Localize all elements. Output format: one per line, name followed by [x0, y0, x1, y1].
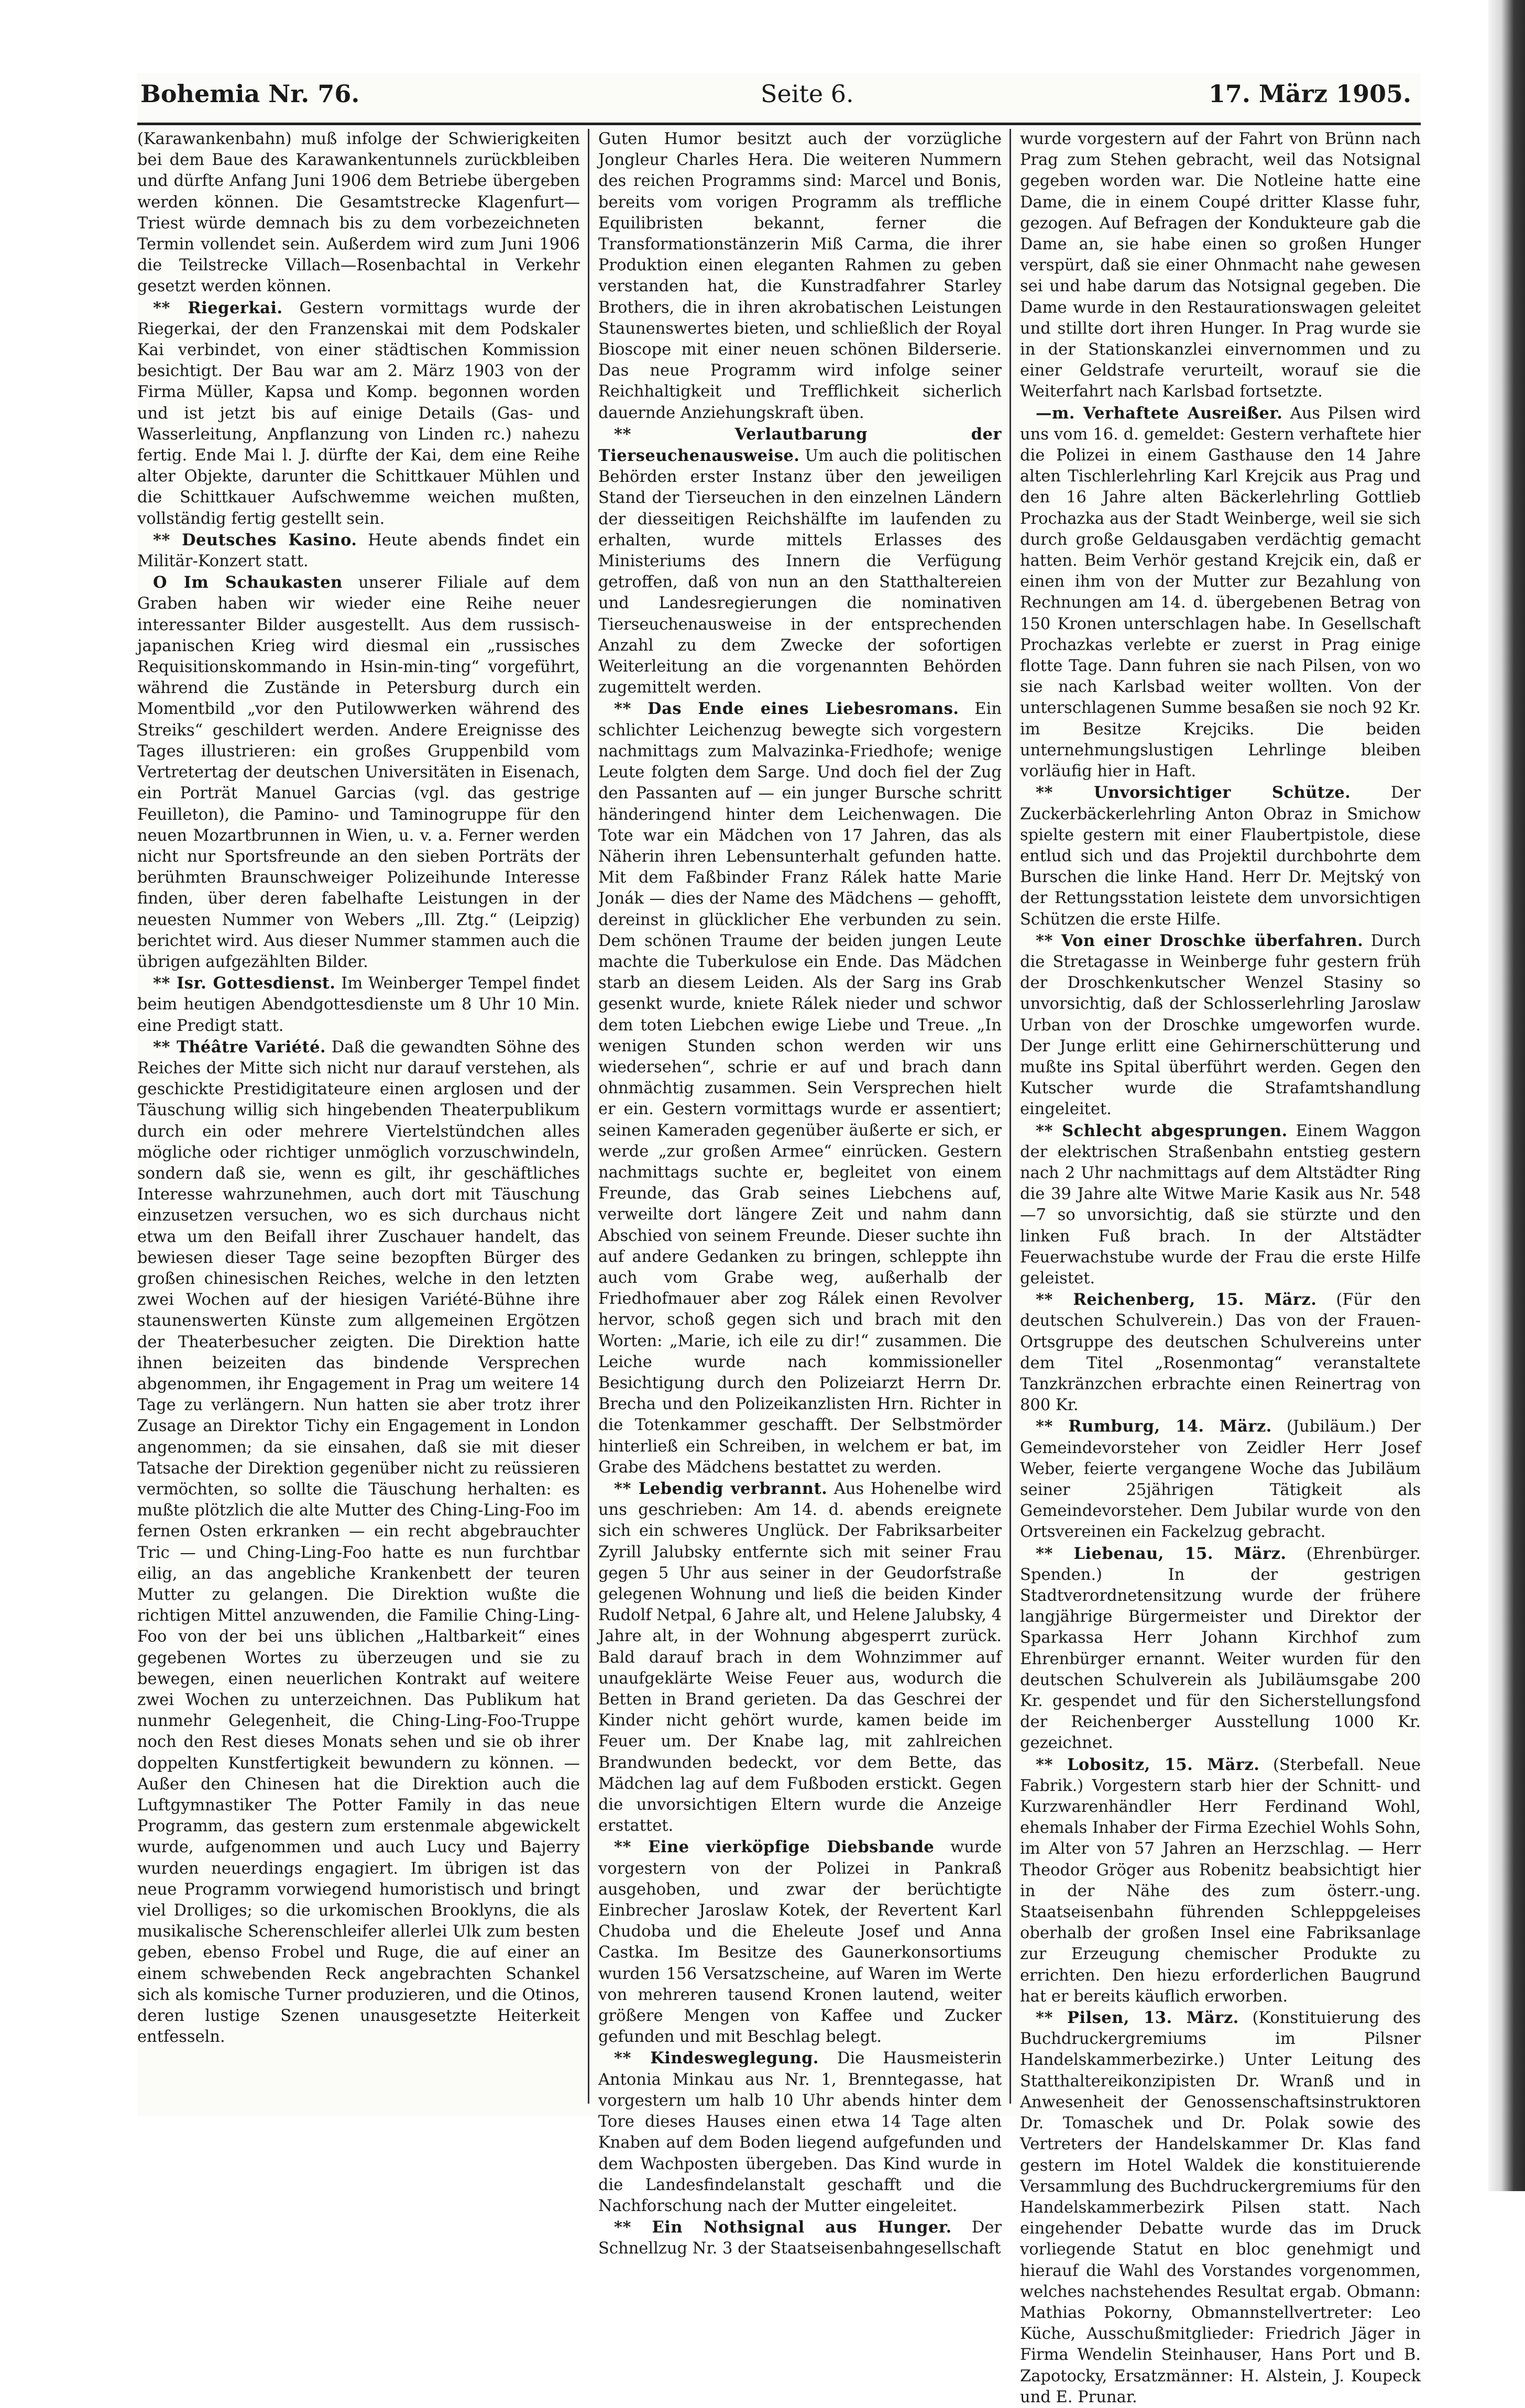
article-headline: ** Lebendig verbrannt. — [614, 1479, 828, 1498]
masthead-title: Bohemia Nr. 76. — [140, 80, 360, 108]
article-headline: ** Kindesweglegung. — [614, 2049, 819, 2068]
article-text: Aus Hohenelbe wird uns geschrieben: Am 14. d. abends ereignete sich ein schweres Unglück. Der Fabriksarbeiter Zyrill Jalubsky entfernte sich mit seiner Frau gegen 5 Uhr aus seiner in der Geudorfstraße gelegenen Wohnung und ließ die beiden Kinder Rudolf Netpal, 6 Jahre alt, und Helene Jalubsky, 4 Jahre alt, in der Wohnung abgesperrt zurück. Bald darauf brach in dem Wohnzimmer auf unaufgeklärte Weise Feuer aus, wodurch die Betten in Brand gerieten. Da das Geschrei der Kinder nicht gehört wurde, kamen beide im Feuer um. Der Knabe lag, mit zahlreichen Brandwunden bedeckt, vor dem Bette, das Mädchen lag auf dem Fußboden erstickt. Gegen die unvorsichtigen Eltern wurde die Anzeige erstattet. — [598, 1480, 1002, 1835]
article-headline: ** Schlecht abgesprungen. — [1036, 1121, 1288, 1140]
page-number: Seite 6. — [761, 80, 854, 108]
article-headline: ** Deutsches Kasino. — [153, 530, 357, 549]
article-paragraph — [137, 530, 580, 572]
article-paragraph — [598, 1837, 1002, 2048]
article-headline: ** Das Ende eines Liebesromans. — [614, 699, 959, 719]
article-paragraph — [1020, 930, 1421, 1120]
article-headline: ** Ein Nothsignal aus Hunger. — [614, 2218, 952, 2237]
article-paragraph — [1020, 403, 1421, 783]
article-paragraph — [137, 973, 580, 1037]
issue-date: 17. März 1905. — [1208, 80, 1411, 108]
article-headline: ** Isr. Gottesdienst. — [153, 974, 336, 993]
column-1 — [137, 129, 580, 2104]
article-paragraph — [1020, 782, 1421, 930]
column-divider — [588, 129, 589, 2104]
article-text: (Konstituierung des Buchdruckergremiums im Pilsner Handelskammerbezirke.) Unter Leitung des Statthaltereikonzipisten Dr. Wranß und in Anwesenheit der Genossenschaftsinstruktoren Dr. Tomaschek und Dr. Polak sowie des Vertreters der Handelskammer Dr. Klas fand gestern im Hotel Waldek die konstituierende Versammlung des Buchdruckergremiums für den Handelskammerbezirk Pilsen statt. Nach eingehender Debatte wurde das im Druck vorliegende Statut en bloc genehmigt und hierauf die Wahl des Vorstandes vorgenommen, welches nachstehendes Resultat ergab. Obmann: Mathias Pokorny, Obmannstellvertreter: Leo Küche, Ausschußmitglieder: Friedrich Jäger in Firma Wendelin Steinhauser, Hans Port und B. Zapotocky, Ersatzmänner: H. Alstein, J. Koupeck und E. Prunar. — [1020, 2009, 1421, 2406]
article-paragraph — [137, 572, 580, 973]
newspaper-page — [137, 73, 1421, 2406]
article-text: wurde vorgestern von der Polizei in Pankraß ausgehoben, und zwar der berüchtigte Einbrecher Jaroslaw Kotek, der Revertent Karl Chudoba und die Eheleute Josef und Anna Castka. Im Besitze des Gaunerkonsortiums wurden 156 Versatzscheine, auf Waren im Werte von mehreren tausend Kronen lautend, weiter größere Mengen von Kaffee und Zucker gefunden und mit Beschlag belegt. — [598, 1838, 1002, 2047]
article-text: Einem Waggon der elektrischen Straßenbahn entstieg gestern nach 2 Uhr nachmittags auf dem Altstädter Ring die 39 Jahre alte Witwe Marie Kasik aus Nr. 548—7 so unvorsichtig, daß sie stürzte und den linken Fuß brach. In der Altstädter Feuerwachstube wurde der Frau die erste Hilfe geleistet. — [1020, 1121, 1421, 1288]
article-text: (Karawankenbahn) muß infolge der Schwierigkeiten bei dem Baue des Karawankentunnels zurückbleiben und dürfte Anfang Juni 1906 dem Betriebe übergeben werden können. Die Gesamtstrecke Klagenfurt—Triest würde demnach bis zu dem vorbezeichneten Termin vollendet sein. Außerdem wird zum Juni 1906 die Teilstrecke Villach—Rosenbachtal in Verkehr gesetzt werden können. — [137, 130, 580, 296]
header-rule — [137, 123, 1421, 125]
article-text: Der Schnellzug Nr. 3 der Staatseisenbahngesellschaft — [598, 2218, 1002, 2258]
scan-edge — [1488, 0, 1525, 2191]
article-text: wurde vorgestern auf der Fahrt von Brünn nach Prag zum Stehen gebracht, weil das Notsignal gegeben worden war. Die Notleine hatte eine Dame, die in einem Coupé dritter Klasse fuhr, gezogen. Auf Befragen der Kondukteure gab die Dame an, sie habe einen so großen Hunger verspürt, daß sie einer Ohnmacht nahe gewesen sei und habe darum das Notsignal gegeben. Die Dame wurde in den Restaurationswagen geleitet und stillte dort ihren Hunger. In Prag wurde sie in der Stationskanzlei einvernommen und zu einer Geldstrafe verurteilt, worauf sie die Weiterfahrt nach Karlsbad fortsetzte. — [1020, 130, 1421, 401]
article-text: (Sterbefall. Neue Fabrik.) Vorgestern starb hier der Schnitt- und Kurzwarenhändler Herr Ferdinand Wohl, ehemals Inhaber der Firma Ezechiel Wohls Sohn, im Alter von 57 Jahren an Herzschlag. — Herr Theodor Gröger aus Robenitz beabsichtigt hier in der Nähe des zum österr.-ung. Staatseisenbahn führenden Schleppgeleises oberhalb der großen Insel eine Fabriksanlage zur Erzeugung chemischer Produkte zu errichten. Den hiezu erforderlichen Baugrund hat er bereits käuflich erworben. — [1020, 1755, 1421, 2006]
article-text: unserer Filiale auf dem Graben haben wir wieder eine Reihe neuer interessanter Bilder ausgestellt. Aus dem russisch-japanischen Krieg wird diesmal ein „russisches Requisitionskommando in Hsin-min-ting“ vorgeführt, während die Zustände in Petersburg durch ein Momentbild „vor den Putilowwerken während des Streiks“ geschildert werden. Andere Ereignisse des Tages illustrieren: ein großes Gruppenbild vom Vertretertag der deutschen Universitäten in Eisenach, ein Porträt Manuel Garcias (vgl. das gestrige Feuilleton), die Pamino- und Taminogruppe für den neuen Mozartbrunnen in Wien, u. v. a. Ferner werden nicht nur Sportsfreunde an den sieben Porträts der berühmten Braunschweiger Polizeihunde Interesse finden, über deren fabelhafte Leistungen in der neuesten Nummer von Webers „Ill. Ztg.“ (Leipzig) berichtet wird. Aus dieser Nummer stammen auch die übrigen aufgezählten Bilder. — [137, 574, 580, 971]
article-paragraph — [1020, 129, 1421, 403]
article-text: Die Hausmeisterin Antonia Minkau aus Nr. 1, Brenntegasse, hat vorgestern um halb 10 Uhr abends hinter dem Tore dieses Hauses einen etwa 14 Tage alten Knaben auf dem Boden liegend aufgefunden und dem Wachposten übergeben. Das Kind wurde in die Landesfindelanstalt geschafft und die Nachforschung nach der Mutter eingeleitet. — [598, 2049, 1002, 2215]
column-divider — [1010, 129, 1011, 2104]
article-headline: ** Riegerkai. — [153, 298, 283, 317]
article-paragraph — [137, 129, 580, 298]
article-paragraph — [1020, 1416, 1421, 1543]
article-paragraph — [137, 1037, 580, 2048]
article-headline: ** Reichenberg, 15. März. — [1036, 1290, 1317, 1310]
article-headline: ** Unvorsichtiger Schütze. — [1036, 783, 1351, 802]
article-text: (Für den deutschen Schulverein.) Das von der Frauen-Ortsgruppe des deutschen Schulvereins unter dem Titel „Rosenmontag“ veranstaltete Tanzkränzchen erbrachte einen Reinertrag von 800 Kr. — [1020, 1291, 1421, 1415]
article-paragraph — [598, 129, 1002, 424]
article-text: Ein schlichter Leichenzug bewegte sich vorgestern nachmittags zum Malvazinka-Friedhofe; wenige Leute folgten dem Sarge. Und doch fiel der Zug den Passanten auf — ein junger Bursche schritt händeringend hinter dem Leichenwagen. Die Tote war ein Mädchen von 17 Jahren, das als Näherin ihren Lebensunterhalt gefunden hatte. Mit dem Faßbinder Franz Rálek hatte Marie Jonák — dies der Name des Mädchens — gehofft, dereinst in glücklicher Ehe verbunden zu sein. Dem schönen Traume der beiden jungen Leute machte die Tuberkulose ein Ende. Das Mädchen starb an diesem Leiden. Als der Sarg ins Grab gesenkt wurde, kniete Rálek nieder und schwor dem toten Liebchen ewige Liebe und Treue. „In wenigen Stunden schon werden wir uns wiedersehen“, schrie er auf und brach dann ohnmächtig zusammen. Sein Versprechen hielt er ein. Gestern vormittags wurde er assentiert; seinen Kameraden gegenüber äußerte er sich, er werde „zur großen Armee“ einrücken. Gestern nachmittags suchte er, begleitet von einem Freunde, das Grab seines Liebchens auf, verweilte dort längere Zeit und nahm dann Abschied von seinem Freunde. Dieser suchte ihn auf andere Gedanken zu bringen, schleppte ihn auch vom Grabe weg, außerhalb der Friedhofmauer aber zog Rálek einen Revolver hervor, schoß gegen sich und brach mit den Worten: „Marie, ich eile zu dir!“ zusammen. Die Leiche wurde nach kommissioneller Besichtigung durch den Polizeiarzt Herrn Dr. Brecha und den Polizeikanzlisten Hrn. Richter in die Totenkammer geschafft. Der Selbstmörder hinterließ ein Schreiben, in welchem er bat, im Grabe des Mädchens bestattet zu werden. — [598, 700, 1002, 1477]
article-text: Heute abends findet ein Militär-Konzert statt. — [137, 531, 580, 571]
article-headline: ** Théâtre Variété. — [153, 1037, 326, 1057]
article-paragraph — [598, 698, 1002, 1478]
article-paragraph — [1020, 1543, 1421, 1754]
article-paragraph — [1020, 2007, 1421, 2408]
article-text: Im Weinberger Tempel findet beim heutigen Abendgottesdienste um 8 Uhr 10 Min. eine Predigt statt. — [137, 974, 580, 1035]
article-headline: ** Liebenau, 15. März. — [1036, 1544, 1287, 1563]
article-text: Der Zuckerbäckerlehrling Anton Obraz in Smichow spielte gestern mit einer Flaubertpistole, diese entlud sich und das Projektil durchbohrte dem Burschen die linke Hand. Herr Dr. Mejtský von der Rettungsstation leistete dem unvorsichtigen Schützen die erste Hilfe. — [1020, 784, 1421, 929]
article-text: Durch die Stretagasse in Weinberge fuhr gestern früh der Droschkenkutscher Wenzel Stasiny so unvorsichtig, daß der Schlosserlehrling Jaroslaw Urban von der Droschke umgeworfen wurde. Der Junge erlitt eine Gehirnerschütterung und mußte ins Spital überführt werden. Gegen den Kutscher wurde die Strafamtshandlung eingeleitet. — [1020, 931, 1421, 1119]
article-text: (Jubiläum.) Der Gemeindevorsteher von Zeidler Herr Josef Weber, feierte vergangene Woche das Jubiläum seiner 25jährigen Tätigkeit als Gemeindevorsteher. Dem Jubilar wurde von den Ortsvereinen ein Fackelzug gebracht. — [1020, 1417, 1421, 1542]
article-headline: ** Pilsen, 13. März. — [1036, 2008, 1239, 2028]
article-paragraph — [137, 298, 580, 530]
article-text: Daß die gewandten Söhne des Reiches der Mitte sich nicht nur darauf verstehen, als geschickte Prestidigitateure einen arglosen und der Täuschung willig sich hingebenden Theaterpublikum durch ein oder mehrere Viertelstündchen alles mögliche oder richtiger unmöglich vorzuschwindeln, sondern daß sie, wenn es gilt, ihr geschäftliches Interesse wahrzunehmen, auch dort mit Täuschung einzusetzen versuchen, wo es sich durchaus nicht etwa um den Beifall ihrer Zuschauer handelt, das bewiesen dieser Tage seine bezopften Bürger des großen chinesischen Reiches, welche in den letzten zwei Wochen auf der hiesigen Variété-Bühne ihre staunenswerten Künste zum allgemeinen Ergötzen der Theaterbesucher zeigten. Die Direktion hatte ihnen beizeiten das bindende Versprechen abgenommen, ihr Engagement in Prag um weitere 14 Tage zu verlängern. Nun hatten sie aber trotz ihrer Zusage an Direktor Tichy ein Engagement in London angenommen; da sie einsahen, daß sie mit dieser Tatsache der Direktion gegenüber nicht zu reüssieren vermöchten, so sollte die Täuschung herhalten: es mußte plötzlich die alte Mutter des Ching-Ling-Foo im fernen Osten erkranken — ein recht abgebrauchter Tric — und Ching-Ling-Foo hatte es nun furchtbar eilig, an das angebliche Krankenbett der teuren Mutter zu gelangen. Die Direktion wußte die richtigen Mittel anzuwenden, die Familie Ching-Ling-Foo von der bei uns üblichen „Haltbarkeit“ eines gegebenen Wortes zu überzeugen und sie zu bewegen, einen neuerlichen Kontrakt auf weitere zwei Wochen zu unterzeichnen. Das Publikum hat nunmehr Gelegenheit, die Ching-Ling-Foo-Truppe noch den Rest dieses Monats sehen und sie ob ihrer doppelten Kunstfertigkeit bewundern zu können. — Außer den Chinesen hat die Direktion auch die Luftgymnastiker The Potter Family in das neue Programm, das gestern zum erstenmale abgewickelt wurde, aufgenommen und auch Lucy und Bajerry wurden neuerdings engagiert. Im übrigen ist das neue Programm vorwiegend humoristisch und bringt viel Drolliges; so die urkomischen Brooklyns, die als musikalische Scherenschleifer allerlei Ulk zum besten geben, ebenso Frobel und Ruge, die auf einer an einem schwebenden Reck angebrachten Schankel sich als komische Turner produzieren, und die Otinos, deren lustige Szenen unausgesetzte Heiterkeit entfesseln. — [137, 1038, 580, 2047]
article-paragraph — [598, 1478, 1002, 1837]
article-headline: ** Lobositz, 15. März. — [1036, 1755, 1260, 1774]
article-headline: ** Eine vierköpfige Diebsbande — [614, 1838, 935, 1857]
column-2 — [598, 129, 1002, 2258]
article-paragraph — [598, 424, 1002, 699]
article-headline: —m. Verhaftete Ausreißer. — [1036, 403, 1283, 423]
article-headline: ** Verlautbarung der Tierseuchenausweise. — [598, 424, 1002, 466]
article-headline: ** Rumburg, 14. März. — [1036, 1417, 1272, 1436]
article-text: (Ehrenbürger. Spenden.) In der gestrigen Stadtverordnetensitzung wurde der frühere langjährige Bürgermeister und Direktor der Sparkassa Herr Johann Kirchhof zum Ehrenbürger ernannt. Weiter wurden für den deutschen Schulverein als Jubiläumsgabe 200 Kr. gespendet und für den Sicherstellungsfond der Reichenberger Ausstellung 1000 Kr. gezeichnet. — [1020, 1544, 1421, 1753]
article-paragraph — [1020, 1289, 1421, 1416]
article-text: Aus Pilsen wird uns vom 16. d. gemeldet: Gestern verhaftete hier die Polizei in einem Gasthause den 14 Jahre alten Tischlerlehrling Karl Krejcik aus Prag und den 16 Jahre alten Bäckerlehrling Gottlieb Prochazka aus der Stadt Weinberge, weil sie sich durch große Geldausgaben verdächtig gemacht hatten. Beim Verhör gestand Krejcik ein, daß er einen ihm von der Mutter zur Bezahlung von Rechnungen am 14. d. übergebenen Betrag von 150 Kronen unterschlagen habe. In Gesellschaft Prochazkas verlebte er zuerst in Prag einige flotte Tage. Dann fuhren sie nach Pilsen, von wo sie nach Karlsbad weiter wollten. Von der unterschlagenen Summe besaßen sie noch 92 Kr. im Besitze Krejciks. Die beiden unternehmungslustigen Lehrlinge bleiben vorläufig hier in Haft. — [1020, 404, 1421, 781]
article-text: Um auch die politischen Behörden erster Instanz über den jeweiligen Stand der Tierseuchen in den einzelnen Ländern der diesseitigen Reichshälfte im laufenden zu erhalten, wurde mittels Erlasses des Ministeriums des Innern die Verfügung getroffen, daß von nun an den Statthaltereien und Landesregierungen die nominativen Tierseuchenausweise in der entsprechenden Anzahl zu dem Zwecke der sofortigen Weiterleitung an die vorgenannten Behörden zugemittelt werden. — [598, 447, 1002, 697]
article-text: Gestern vormittags wurde der Riegerkai, der den Franzenskai mit dem Podskaler Kai verbindet, von einer städtischen Kommission besichtigt. Der Bau war am 2. März 1903 von der Firma Müller, Kapsa und Komp. begonnen worden und ist jetzt bis auf einige Details (Gas- und Wasserleitung, Anpflanzung von Linden rc.) nahezu fertig. Ende Mai l. J. dürfte der Kai, dem eine Reihe alter Objekte, darunter die Schittkauer Mühlen und die Schittkauer Aufschwemme weichen mußten, vollständig fertig gestellt sein. — [137, 299, 580, 528]
article-paragraph — [1020, 1120, 1421, 1290]
article-headline: O Im Schaukasten — [153, 573, 343, 592]
article-paragraph — [598, 2048, 1002, 2217]
article-headline: ** Von einer Droschke überfahren. — [1036, 931, 1364, 950]
masthead — [137, 73, 1421, 115]
column-3 — [1020, 129, 1421, 2406]
article-paragraph — [1020, 1754, 1421, 2007]
article-text: Guten Humor besitzt auch der vorzügliche Jongleur Charles Hera. Die weiteren Nummern des reichen Programms sind: Marcel und Bonis, bereits vom vorigen Programm als treffliche Equilibristen bekannt, ferner die Transformationstänzerin Miß Carma, die ihrer Produktion einen eleganten Rahmen zu geben verstanden hat, die Kunstradfahrer Starley Brothers, die in ihren akrobatischen Leistungen Staunenswertes bieten, und schließlich der Royal Bioscope mit einer neuen schönen Bilderserie. Das neue Programm wird infolge seiner Reichhaltigkeit und Trefflichkeit sicherlich dauernde Anziehungskraft üben. — [598, 130, 1002, 422]
article-paragraph — [598, 2217, 1002, 2259]
